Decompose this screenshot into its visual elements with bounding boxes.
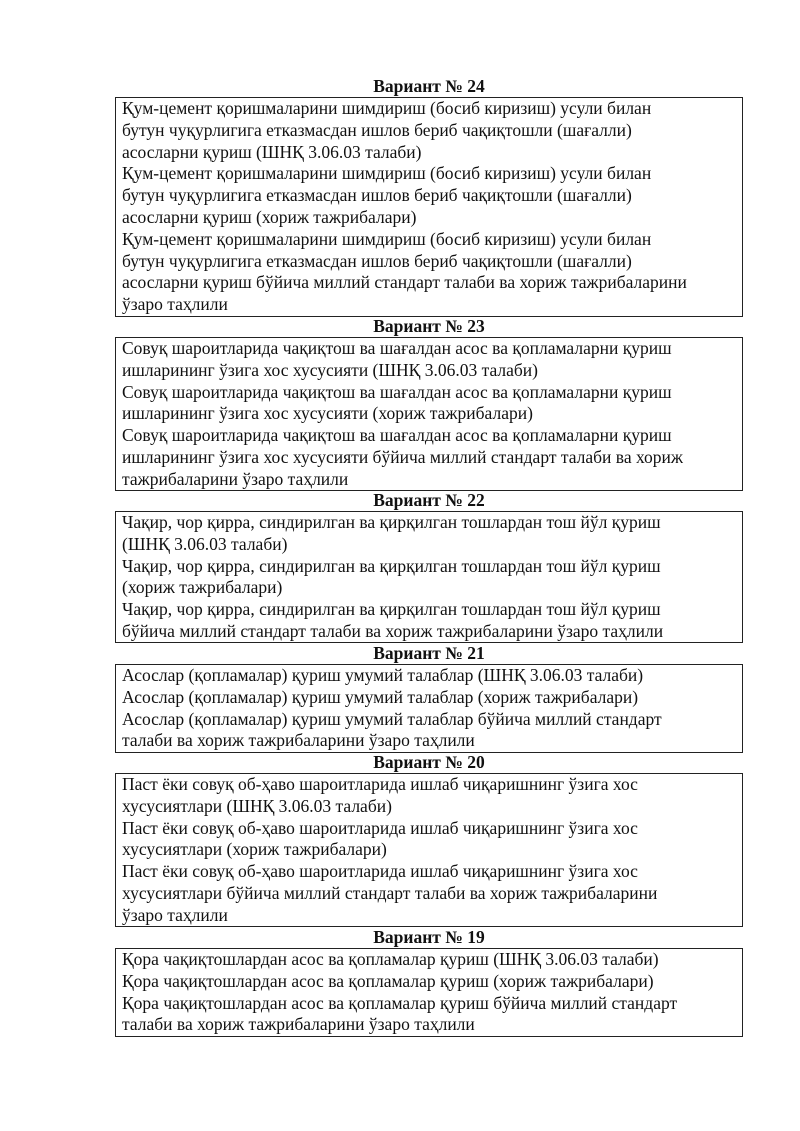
topic-item: Чақир, чор қирра, синдирилган ва қирқилган тошлардан тош йўл қуриш (ШНҚ 3.06.03 талаби): [122, 512, 661, 554]
topic-item: Паст ёки совуқ об-ҳаво шароитларида ишлаб чиқаришнинг ўзига хос хусусиятлари бўйича миллий стандарт талаби ва хориж тажрибаларини ўзаро таҳлили: [122, 861, 658, 925]
variant-title: Вариант № 22: [373, 490, 485, 510]
topic-item: Қора чақиқтошлардан асос ва қопламалар қуриш бўйича миллий стандарт талаби ва хориж тажрибаларини ўзаро таҳлили: [122, 992, 678, 1035]
variant-title: Вариант № 24: [373, 76, 485, 96]
topic-item: Паст ёки совуқ об-ҳаво шароитларида ишлаб чиқаришнинг ўзига хос хусусиятлари (ШНҚ 3.06.03 талаби): [122, 774, 638, 816]
variant-box: [115, 337, 743, 491]
topic-item: Асослар (қопламалар) қуриш умумий талаблар (хориж тажрибалари): [122, 686, 639, 707]
variant-title: Вариант № 19: [373, 927, 485, 947]
variant-box: [115, 948, 743, 1037]
topic-item: Қум-цемент қоришмаларини шимдириш (босиб киризиш) усули билан бутун чуқурлигига етказмасдан ишлов бериб чақиқтошли (шағалли) асосларни қуриш (хориж тажрибалари): [122, 163, 652, 227]
topic-item: Қум-цемент қоришмаларини шимдириш (босиб киризиш) усули билан бутун чуқурлигига етказмасдан ишлов бериб чақиқтошли (шағалли) асосларни қуриш (ШНҚ 3.06.03 талаби): [122, 98, 652, 162]
variant-box: [115, 97, 743, 317]
topic-item: Қум-цемент қоришмаларини шимдириш (босиб киризиш) усули билан бутун чуқурлигига етказмасдан ишлов бериб чақиқтошли (шағалли) асосларни қуриш бўйича миллий стандарт талаби ва хориж тажрибаларини ўзаро таҳлили: [122, 228, 687, 315]
topic-item: Совуқ шароитларида чақиқтош ва шағалдан асос ва қопламаларни қуриш ишларининг ўзига хос хусусияти (хориж тажрибалари): [122, 381, 672, 424]
topic-item: Қора чақиқтошлардан асос ва қопламалар қуриш (ШНҚ 3.06.03 талаби): [122, 949, 659, 969]
variant-box: [115, 511, 743, 643]
topic-item: Паст ёки совуқ об-ҳаво шароитларида ишлаб чиқаришнинг ўзига хос хусусиятлари (хориж тажрибалари): [122, 817, 638, 860]
topic-item: Совуқ шароитларида чақиқтош ва шағалдан асос ва қопламаларни қуриш ишларининг ўзига хос хусусияти бўйича миллий стандарт талаби ва хориж тажрибаларини ўзаро таҳлили: [122, 425, 684, 489]
topic-item: Асослар (қопламалар) қуриш умумий талаблар бўйича миллий стандарт талаби ва хориж тажрибаларини ўзаро таҳлили: [122, 708, 662, 751]
variant-box: [115, 664, 743, 753]
topic-item: Совуқ шароитларида чақиқтош ва шағалдан асос ва қопламаларни қуриш ишларининг ўзига хос хусусияти (ШНҚ 3.06.03 талаби): [122, 338, 672, 380]
topic-item: Чақир, чор қирра, синдирилган ва қирқилган тошлардан тош йўл қуриш бўйича миллий стандарт талаби ва хориж тажрибаларини ўзаро таҳлили: [122, 599, 664, 641]
topic-item: Асослар (қопламалар) қуриш умумий талаблар (ШНҚ 3.06.03 талаби): [122, 665, 644, 685]
variant-title: Вариант № 21: [373, 643, 485, 663]
variant-box: [115, 773, 743, 927]
topic-item: Чақир, чор қирра, синдирилган ва қирқилган тошлардан тош йўл қуриш (хориж тажрибалари): [122, 555, 661, 598]
variant-title: Вариант № 20: [373, 752, 485, 772]
variant-title: Вариант № 23: [373, 316, 485, 336]
topic-item: Қора чақиқтошлардан асос ва қопламалар қуриш (хориж тажрибалари): [122, 970, 654, 991]
